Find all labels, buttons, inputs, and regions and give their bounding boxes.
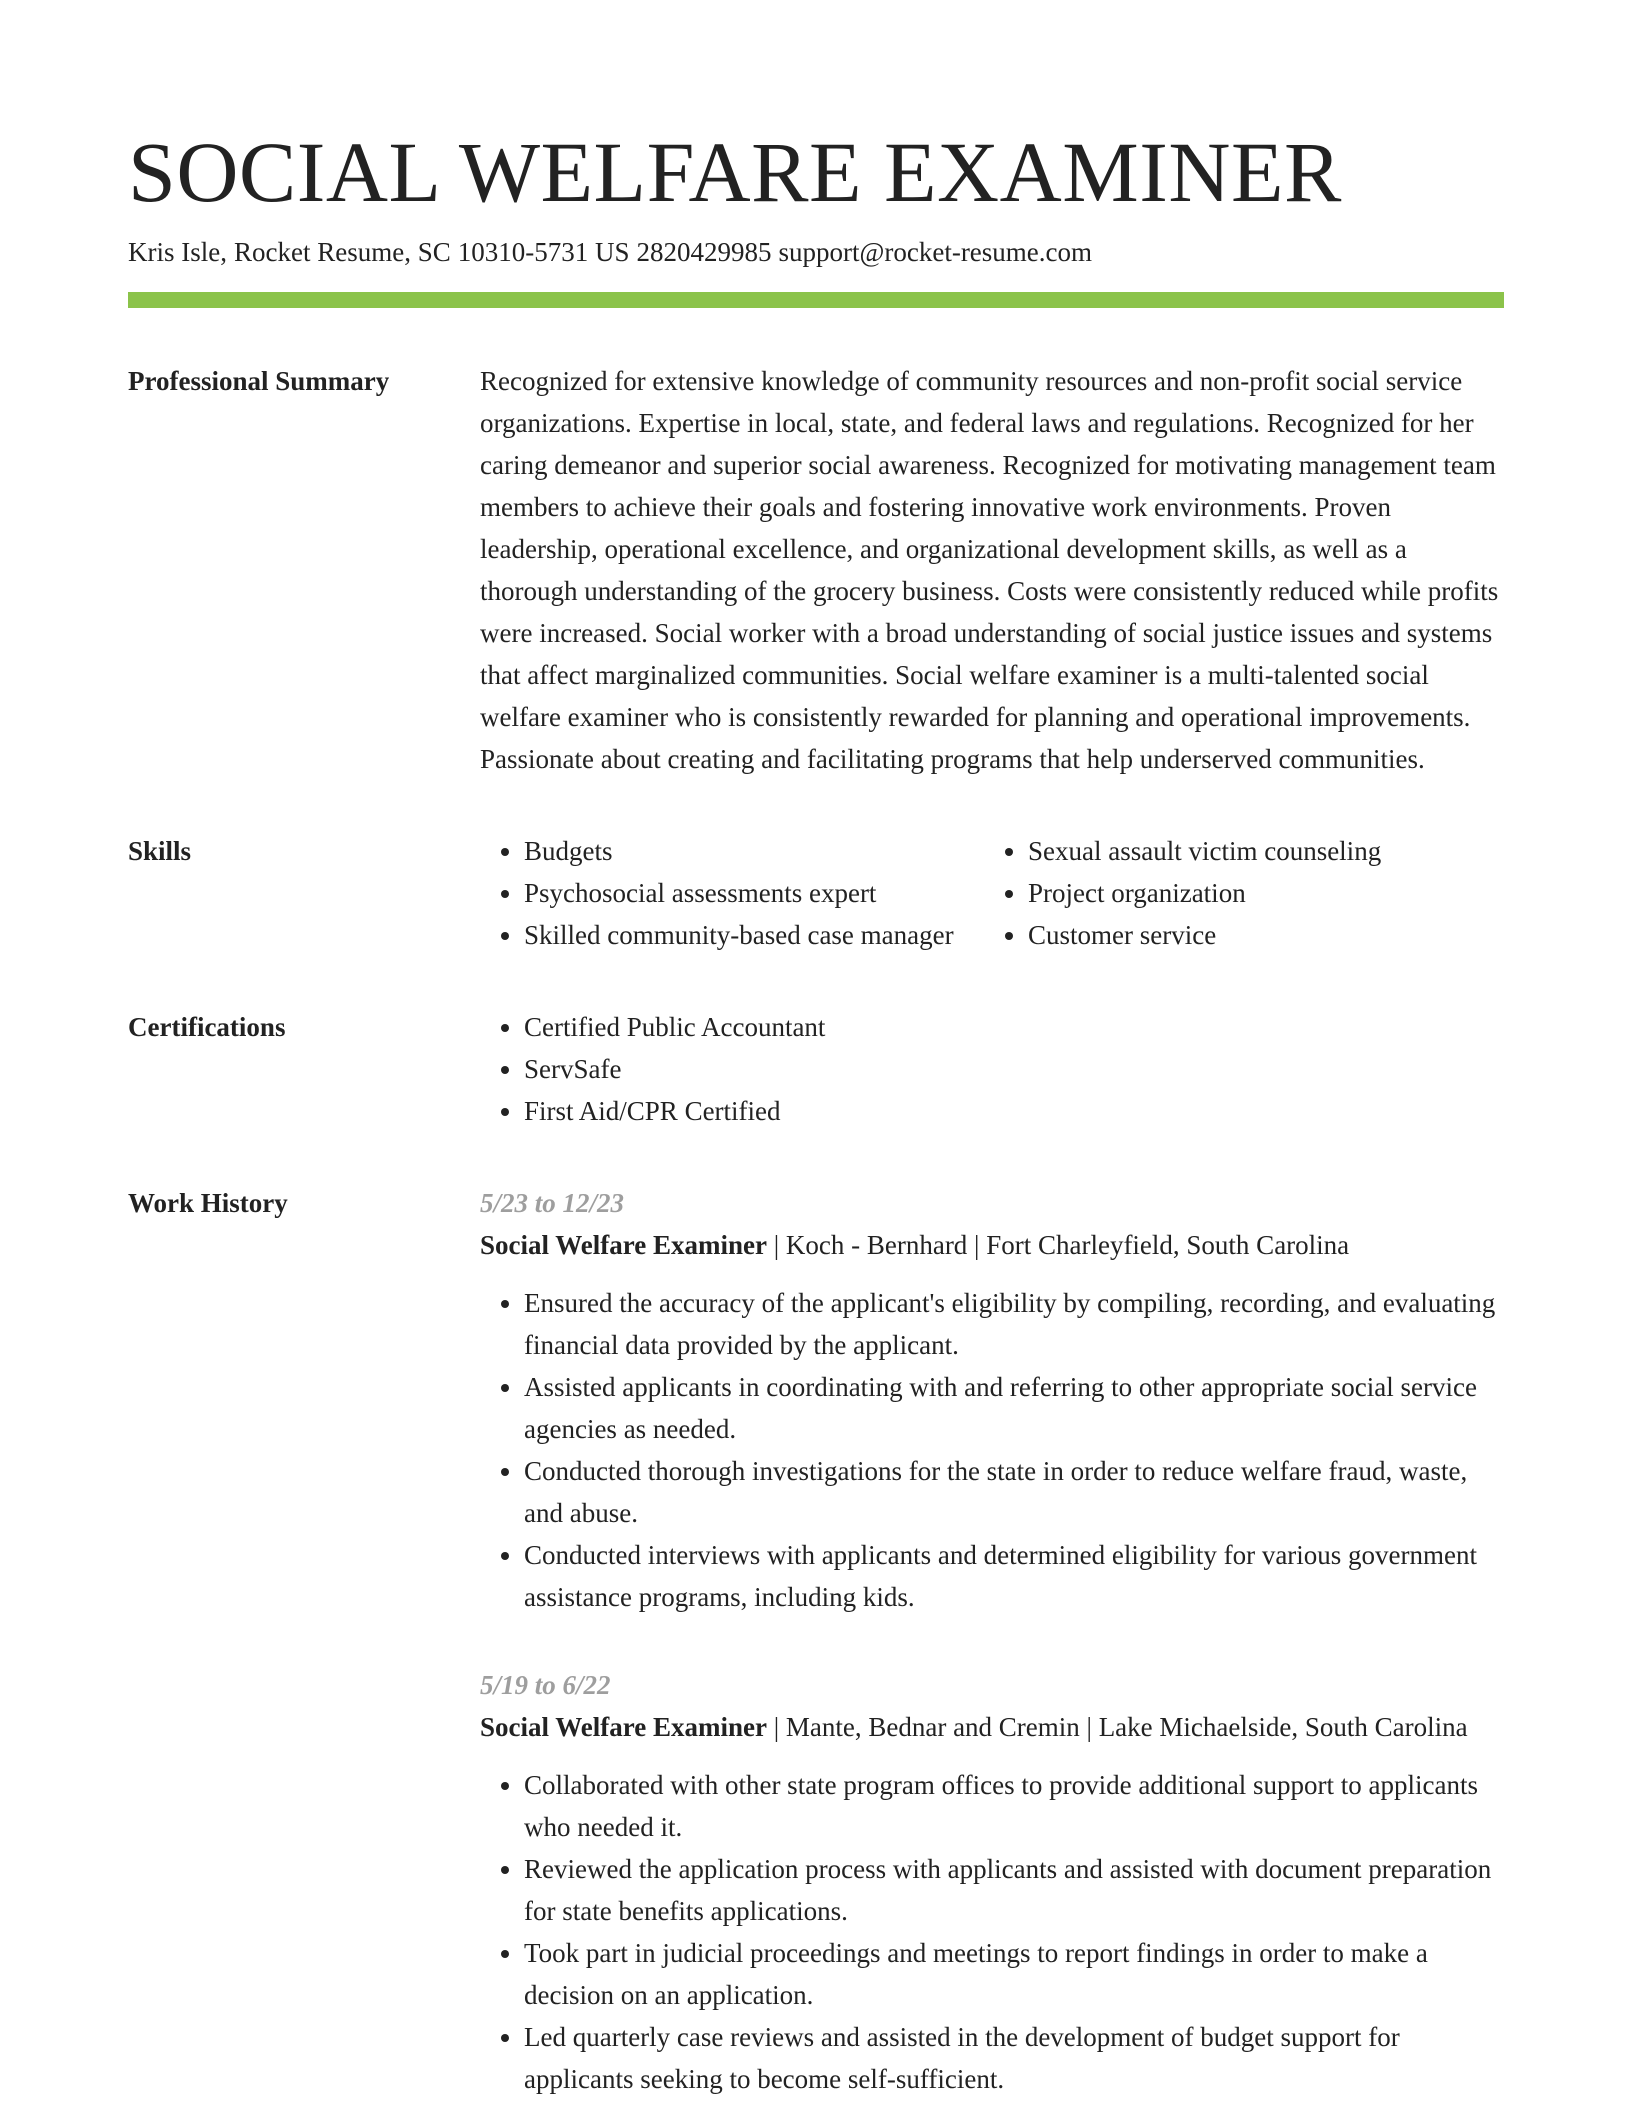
- job-duty: • Took part in judicial proceedings and meetings to report findings in order to make a decision on an application.: [524, 1932, 1504, 2016]
- skill-item: • Psychosocial assessments expert: [524, 872, 984, 914]
- contact-line: [128, 234, 1504, 270]
- contact-phone: 2820429985: [636, 237, 772, 267]
- work-history-section: [128, 1182, 1504, 2100]
- job-duty: • Reviewed the application process with applicants and assisted with document preparation for state benefits applications.: [524, 1848, 1504, 1932]
- certification-item: • First Aid/CPR Certified: [524, 1090, 1504, 1132]
- job-duty: • Conducted interviews with applicants and determined eligibility for various government assistance programs, including kids.: [524, 1534, 1504, 1618]
- certification-item: • ServSafe: [524, 1048, 1504, 1090]
- skills-section: [128, 830, 1504, 956]
- job-duty: • Collaborated with other state program offices to provide additional support to applicants who needed it.: [524, 1764, 1504, 1848]
- section-title-work-history: Work History: [128, 1188, 288, 1218]
- skill-item: • Customer service: [1028, 914, 1504, 956]
- job-duties-list: [480, 1764, 1504, 2100]
- skill-item: • Budgets: [524, 830, 984, 872]
- summary-section: [128, 360, 1504, 780]
- job-entry: [480, 1182, 1504, 1618]
- job-duty: • Ensured the accuracy of the applicant's eligibility by compiling, recording, and evaluating financial data provided by the applicant.: [524, 1282, 1504, 1366]
- job-title: Social Welfare Examiner: [480, 1230, 767, 1260]
- accent-divider: [128, 292, 1504, 308]
- section-title-skills: Skills: [128, 836, 192, 866]
- summary-text: Recognized for extensive knowledge of community resources and non-profit social service organizations. Expertise in local, state, and federal laws and regulations. Recognized for her caring demeanor and superior social awareness. Recognized for motivating management team members to achieve their goals and fostering innovative work environments. Proven leadership, operational excellence, and organizational development skills, as well as a thorough understanding of the grocery business. Costs were consistently reduced while profits were increased. Social worker with a broad understanding of social justice issues and systems that affect marginalized communities. Social welfare examiner is a multi-talented social welfare examiner who is consistently rewarded for planning and operational improvements. Passionate about creating and facilitating programs that help underserved communities.: [480, 366, 1499, 774]
- resume-page: [128, 0, 1504, 2100]
- section-title-summary: Professional Summary: [128, 366, 390, 396]
- job-dates: 5/23 to 12/23: [480, 1188, 625, 1218]
- contact-person: Kris Isle,: [128, 237, 227, 267]
- resume-title: SOCIAL WELFARE EXAMINER: [128, 124, 1342, 220]
- skill-item: • Project organization: [1028, 872, 1504, 914]
- job-entry: [480, 1664, 1504, 2100]
- skill-item: • Sexual assault victim counseling: [1028, 830, 1504, 872]
- certifications-section: [128, 1006, 1504, 1132]
- job-heading: [480, 1224, 1504, 1266]
- contact-zip-country: 10310-5731 US: [457, 237, 630, 267]
- skills-list-left: [480, 830, 984, 956]
- skills-list-right: [984, 830, 1504, 956]
- job-duty: • Led quarterly case reviews and assisted in the development of budget support for applicants seeking to become self-sufficient.: [524, 2016, 1504, 2100]
- contact-city-state: Rocket Resume, SC: [233, 237, 451, 267]
- job-heading: [480, 1706, 1504, 1748]
- contact-email: support@rocket-resume.com: [778, 237, 1093, 267]
- skill-item: • Skilled community-based case manager: [524, 914, 984, 956]
- job-duty: • Conducted thorough investigations for the state in order to reduce welfare fraud, waste, and abuse.: [524, 1450, 1504, 1534]
- job-duties-list: [480, 1282, 1504, 1618]
- section-title-certifications: Certifications: [128, 1012, 286, 1042]
- certifications-list: [480, 1006, 1504, 1132]
- job-duty: • Assisted applicants in coordinating with and referring to other appropriate social service agencies as needed.: [524, 1366, 1504, 1450]
- skills-columns: [480, 830, 1504, 956]
- job-title: Social Welfare Examiner: [480, 1712, 767, 1742]
- certification-item: • Certified Public Accountant: [524, 1006, 1504, 1048]
- job-details: | Mante, Bednar and Cremin | Lake Michaelside, South Carolina: [766, 1712, 1468, 1742]
- job-details: | Koch - Bernhard | Fort Charleyfield, South Carolina: [766, 1230, 1350, 1260]
- job-dates: 5/19 to 6/22: [480, 1670, 611, 1700]
